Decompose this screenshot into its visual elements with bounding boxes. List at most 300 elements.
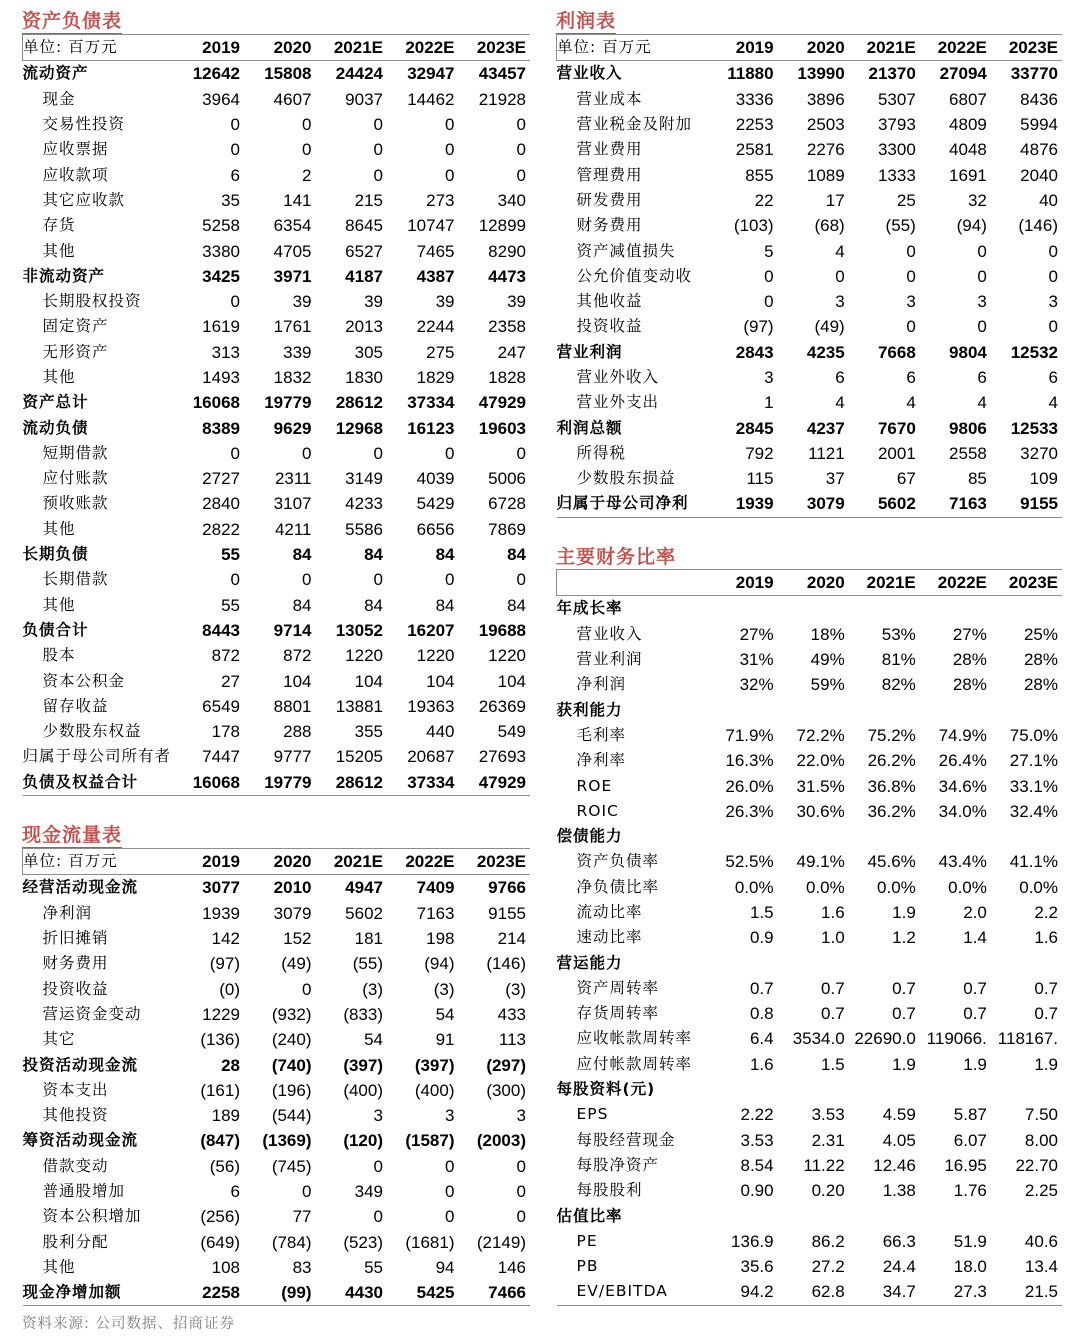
cell-value: 22690.0	[854, 1029, 916, 1049]
balance-sheet-panel	[22, 34, 530, 796]
table-row	[23, 951, 531, 976]
cell-value: 84	[364, 595, 383, 615]
cell-value: 1.5	[821, 1054, 845, 1074]
row-label: 少数股东权益	[42, 722, 142, 741]
year-header: 2019	[173, 849, 245, 875]
cell-value: 14462	[407, 89, 455, 109]
cell-value: 62.8	[778, 1279, 849, 1305]
cell-value: (146)	[486, 954, 526, 974]
cell-value: (932)	[271, 1004, 312, 1024]
cell-value: 35.6	[740, 1257, 774, 1277]
row-label: 净利润	[576, 675, 627, 694]
cell-value: 28612	[335, 393, 383, 413]
balance-sheet-table	[22, 34, 530, 796]
table-row	[557, 1026, 1063, 1051]
cell-value: 35	[221, 190, 240, 210]
cell-value: 214	[497, 929, 526, 949]
row-label: 流动负债	[22, 418, 89, 437]
cell-value: 54	[364, 1030, 383, 1050]
cell-value: 94.2	[707, 1279, 778, 1305]
table-row	[557, 466, 1063, 491]
cell-value: 7466	[459, 1280, 531, 1306]
table-row	[557, 390, 1063, 415]
cell-value: 275	[426, 342, 455, 362]
cell-value: 2358	[488, 317, 526, 337]
cell-value: 7.50	[1024, 1105, 1058, 1125]
cell-value: (740)	[271, 1055, 312, 1075]
cell-value: 84	[292, 595, 312, 615]
row-label: 非流动资产	[22, 266, 106, 285]
cell-value: 27	[221, 671, 240, 691]
cell-value: (97)	[743, 317, 774, 337]
cell-value: 1.6	[821, 903, 845, 922]
cell-value: 433	[497, 1004, 526, 1024]
cell-value: 0	[1048, 266, 1058, 286]
table-row	[23, 87, 531, 112]
cell-value: 0	[230, 443, 240, 463]
cell-value: 6	[977, 368, 987, 387]
cell-value: 85	[967, 469, 987, 489]
cell-value: 9806	[949, 418, 987, 438]
cell-value: 4048	[949, 140, 987, 160]
cell-value: 39	[364, 292, 383, 312]
cell-value: 3	[1048, 292, 1058, 312]
table-row	[23, 491, 531, 516]
cell-value: 7465	[416, 241, 455, 261]
source-footnote: 资料来源: 公司数据、招商证券	[22, 1316, 235, 1332]
cell-value: (1681)	[405, 1232, 455, 1252]
row-label: 净利率	[576, 751, 627, 770]
cell-value: 7163	[416, 903, 455, 923]
cell-value: (161)	[200, 1080, 240, 1100]
cell-value	[778, 697, 849, 722]
row-label: PE	[576, 1231, 598, 1250]
cell-value: 215	[354, 190, 383, 210]
cell-value: 22.70	[1015, 1155, 1058, 1175]
table-row	[23, 213, 531, 238]
cell-value: 9155	[488, 903, 526, 923]
cell-value: 1.38	[882, 1181, 916, 1201]
cell-value: 0.0%	[948, 877, 987, 897]
row-label: 归属于母公司所有者	[22, 747, 172, 766]
row-label: 其它	[42, 1030, 76, 1049]
cell-value: 32947	[407, 64, 455, 84]
cell-value: 31%	[739, 650, 774, 670]
cell-value: 26.3%	[725, 801, 774, 821]
cell-value: 2244	[416, 317, 455, 337]
cell-value: 13990	[797, 64, 845, 84]
table-row	[23, 976, 531, 1001]
cell-value: 1829	[416, 368, 455, 387]
year-header: 2021E	[849, 35, 920, 61]
cell-value: 0.7	[892, 1004, 916, 1024]
table-row	[557, 61, 1063, 87]
cell-value: 12642	[192, 64, 240, 84]
row-label: 固定资产	[42, 317, 109, 336]
cell-value: 8436	[1020, 89, 1058, 109]
cell-value: 1619	[202, 317, 240, 337]
table-row	[557, 697, 1063, 722]
cell-value: 4211	[274, 519, 312, 539]
cell-value	[707, 1077, 778, 1102]
cell-value: 67	[896, 469, 916, 489]
cell-value: 5006	[488, 469, 526, 489]
cell-value: 6354	[273, 216, 312, 236]
cell-value: 12533	[1010, 418, 1058, 438]
cell-value: 12899	[478, 216, 526, 236]
cell-value: 3964	[202, 89, 240, 109]
cell-value: 0	[764, 292, 774, 312]
cell-value: 34.6%	[938, 776, 987, 796]
cell-value: 0.0%	[805, 877, 845, 897]
cell-value: 0	[516, 140, 526, 160]
cell-value: 2001	[877, 443, 916, 463]
table-row	[23, 1229, 531, 1254]
table-row	[23, 1204, 531, 1229]
cell-value: 1.9	[892, 903, 916, 922]
row-label: 每股资料(元)	[556, 1080, 656, 1099]
cell-value: 21928	[478, 89, 526, 109]
cell-value: 22.0%	[796, 751, 845, 771]
cell-value	[778, 950, 849, 975]
cell-value: 2013	[345, 317, 383, 337]
cell-value: 32	[967, 190, 987, 210]
cell-value: (544)	[271, 1106, 312, 1126]
cell-value: 5994	[1020, 115, 1058, 135]
row-label: 财务费用	[576, 216, 643, 235]
cash-flow-panel	[22, 848, 530, 1306]
cell-value: 12.46	[873, 1155, 916, 1175]
cell-value: 28%	[952, 675, 987, 695]
row-label: 其他	[42, 519, 76, 538]
table-row	[557, 1077, 1063, 1102]
table-row	[23, 1128, 531, 1153]
cell-value: 10747	[407, 216, 455, 236]
cell-value: 6656	[416, 519, 455, 539]
cell-value: 3.53	[811, 1105, 845, 1125]
cell-value: (400)	[343, 1080, 383, 1100]
cell-value: 3107	[273, 494, 312, 514]
cell-value: 16068	[173, 770, 245, 796]
row-label: 资本公积金	[42, 671, 126, 690]
cell-value: 28%	[1023, 675, 1058, 695]
cell-value: 1939	[202, 903, 240, 923]
cell-value: 113	[498, 1030, 526, 1050]
cell-value: 22	[754, 190, 774, 210]
table-row	[23, 1002, 531, 1027]
cell-value: 4809	[949, 115, 987, 135]
cell-value: 34.0%	[938, 801, 987, 821]
cell-value: 0	[516, 115, 526, 135]
cell-value: 82%	[881, 675, 916, 695]
cell-value: 19363	[407, 696, 455, 716]
cell-value	[849, 824, 920, 849]
cell-value: 181	[354, 929, 383, 949]
cell-value: 0.0%	[734, 877, 774, 897]
cell-value	[991, 596, 1062, 622]
cell-value: 2558	[949, 443, 987, 463]
cell-value: 12968	[335, 418, 383, 438]
cell-value	[707, 824, 778, 849]
cash-flow-title: 现金流量表	[22, 820, 122, 848]
cell-value: (136)	[200, 1030, 240, 1050]
table-row	[557, 596, 1063, 622]
cell-value: 549	[497, 722, 526, 742]
cell-value: 3971	[273, 266, 312, 286]
cell-value: 3425	[202, 266, 240, 286]
cell-value: 13.4	[1024, 1257, 1058, 1277]
row-label: 资产总计	[22, 393, 89, 412]
cell-value: 5602	[849, 491, 920, 517]
cell-value: 8389	[202, 418, 240, 438]
row-label: 营业成本	[576, 89, 643, 108]
cell-value: 2822	[202, 519, 240, 539]
cell-value: (297)	[486, 1055, 526, 1075]
cell-value	[849, 1203, 920, 1228]
cell-value: 119066.	[926, 1029, 987, 1049]
table-row	[557, 773, 1063, 798]
row-label: 财务费用	[42, 954, 109, 973]
year-header: 2020	[244, 35, 316, 61]
row-label: 研发费用	[576, 190, 643, 209]
row-label: 资产减值损失	[576, 241, 676, 260]
cell-value: 55	[221, 545, 240, 565]
cell-value: 0	[445, 140, 455, 160]
cell-value: 54	[435, 1004, 455, 1024]
cell-value: (49)	[814, 317, 845, 337]
row-label: 资产负债率	[576, 852, 660, 871]
table-row	[557, 723, 1063, 748]
table-row	[23, 390, 531, 415]
row-label: 股本	[42, 646, 76, 665]
row-label: 应付帐款周转率	[576, 1054, 693, 1073]
cell-value: 27.2	[811, 1257, 845, 1277]
cell-value: 6	[1048, 368, 1058, 387]
cell-value: 109	[1029, 469, 1058, 489]
cell-value: 3270	[1020, 443, 1058, 463]
cell-value: 146	[497, 1257, 526, 1277]
cell-value: (300)	[486, 1080, 526, 1100]
table-row	[557, 748, 1063, 773]
cell-value: 27.3	[920, 1279, 991, 1305]
cell-value: 1832	[273, 368, 312, 387]
cell-value: 51.9	[953, 1231, 987, 1251]
table-row	[557, 238, 1063, 263]
cell-value: 15205	[335, 747, 383, 767]
row-label: 营业利润	[556, 342, 623, 361]
cell-value: 18%	[810, 624, 845, 644]
table-row	[23, 668, 531, 693]
cell-value: 0	[230, 570, 240, 590]
cell-value: (397)	[414, 1055, 455, 1075]
cell-value: 81%	[881, 650, 916, 670]
cell-value: 9804	[949, 342, 987, 362]
cell-value: 1089	[806, 165, 845, 185]
cell-value: 45.6%	[867, 852, 916, 872]
cell-value: 9777	[273, 747, 312, 767]
cell-value: 178	[211, 722, 240, 742]
cell-value: 19779	[264, 393, 312, 413]
cell-value: (3)	[433, 979, 455, 999]
row-label: 经营活动现金流	[22, 878, 139, 897]
table-row	[23, 694, 531, 719]
cell-value: (847)	[200, 1131, 240, 1151]
cell-value: 4	[977, 393, 987, 413]
cell-value: 8801	[273, 696, 312, 716]
year-header: 2022E	[920, 570, 991, 596]
cell-value: 7163	[920, 491, 991, 517]
cell-value: 9629	[273, 418, 312, 438]
cell-value: (784)	[271, 1232, 312, 1252]
cell-value: 72.2%	[796, 725, 845, 745]
cell-value: 1220	[416, 646, 455, 666]
cell-value: (68)	[814, 216, 845, 236]
cell-value: 7409	[416, 878, 455, 898]
table-row	[557, 799, 1063, 824]
cell-value: 6	[906, 368, 916, 387]
cell-value: (94)	[956, 216, 987, 236]
cell-value	[778, 596, 849, 622]
table-row	[23, 618, 531, 643]
cell-value: 0.7	[749, 978, 774, 998]
row-label: 资产周转率	[576, 978, 660, 997]
cell-value: 4233	[345, 494, 383, 514]
cell-value: 39	[435, 292, 455, 312]
cell-value: 43.4%	[938, 852, 987, 872]
cell-value: 28	[221, 1055, 240, 1075]
cell-value: 0	[764, 266, 774, 286]
table-row	[23, 1078, 531, 1103]
row-label: 流动比率	[576, 903, 643, 921]
cell-value: 6.4	[749, 1029, 774, 1049]
cell-value: 2311	[274, 469, 312, 489]
cell-value: 1830	[345, 368, 383, 387]
table-row	[557, 900, 1063, 925]
cell-value: 2503	[806, 115, 845, 135]
cell-value: 1220	[345, 646, 383, 666]
cell-value	[849, 950, 920, 975]
cell-value: 8443	[202, 620, 240, 640]
cell-value: 31.5%	[796, 776, 845, 796]
cell-value: 0	[516, 1182, 526, 1201]
row-label: ROE	[576, 776, 613, 795]
cell-value: 0	[445, 443, 455, 463]
cell-value: 0	[516, 570, 526, 590]
cell-value: 1691	[949, 165, 987, 185]
cell-value: 2727	[202, 469, 240, 489]
cell-value: 49.1%	[796, 852, 845, 872]
cell-value	[920, 950, 991, 975]
cell-value: 4	[835, 241, 845, 261]
cell-value: 855	[745, 165, 774, 185]
cell-value	[991, 697, 1062, 722]
table-row	[557, 441, 1063, 466]
cell-value: 0	[1048, 241, 1058, 261]
table-row	[557, 1178, 1063, 1203]
table-row	[557, 415, 1063, 440]
cell-value: 4473	[488, 266, 526, 286]
cell-value: 1.5	[749, 903, 774, 922]
cell-value: 141	[283, 190, 312, 210]
cell-value: 2.22	[740, 1105, 774, 1125]
cell-value: 0	[373, 1207, 383, 1227]
cell-value: 19688	[478, 620, 526, 640]
cell-value: 0	[977, 241, 987, 261]
cell-value: (833)	[343, 1004, 383, 1024]
cell-value: 0	[516, 1156, 526, 1176]
table-row	[23, 593, 531, 618]
cell-value: 0.0%	[1019, 877, 1058, 897]
table-row	[557, 1102, 1063, 1127]
cell-value: 0	[302, 1182, 312, 1201]
row-label: 速动比率	[576, 928, 643, 947]
table-row	[23, 517, 531, 542]
cell-value: 0	[445, 1156, 455, 1176]
cell-value: 2.0	[963, 903, 987, 922]
row-label: 营运能力	[556, 953, 623, 972]
cell-value: 1493	[202, 368, 240, 387]
cell-value: 1.6	[749, 1054, 774, 1074]
table-row	[23, 289, 531, 314]
cell-value: 77	[292, 1207, 312, 1227]
cell-value: 55	[221, 595, 240, 615]
cell-value: 4947	[345, 878, 383, 898]
cell-value: 872	[283, 646, 312, 666]
table-row	[557, 87, 1063, 112]
cell-value: 24424	[335, 64, 383, 84]
cell-value: 3336	[735, 89, 774, 109]
cell-value: 1229	[202, 1004, 240, 1024]
cell-value: 0	[373, 1156, 383, 1176]
table-row	[557, 1203, 1063, 1228]
row-label: 筹资活动现金流	[22, 1131, 139, 1150]
cell-value: 4237	[806, 418, 845, 438]
year-header: 2023E	[991, 570, 1062, 596]
cell-value: 0	[302, 443, 312, 463]
cell-value: 27%	[952, 624, 987, 644]
table-row	[23, 238, 531, 263]
cell-value: 4	[1048, 393, 1058, 413]
cell-value: (256)	[200, 1207, 240, 1227]
cell-value: 1.2	[892, 928, 916, 948]
cell-value: 16.3%	[725, 751, 774, 771]
cell-value: 1939	[707, 491, 778, 517]
cell-value: 4	[906, 393, 916, 413]
year-header: 2020	[778, 570, 849, 596]
row-label: EV/EBITDA	[557, 1279, 707, 1305]
cell-value: 273	[426, 190, 455, 210]
year-header: 2019	[173, 35, 245, 61]
cell-value: 108	[211, 1257, 240, 1277]
cell-value: (3)	[362, 979, 383, 999]
row-label: 营业利润	[576, 650, 643, 669]
cell-value: 189	[211, 1106, 240, 1126]
cell-value: 0	[906, 266, 916, 286]
table-row	[23, 340, 531, 365]
row-label: 少数股东损益	[576, 469, 676, 488]
cell-value: 2.2	[1034, 903, 1058, 922]
row-label: 存货周转率	[576, 1004, 660, 1023]
cell-value: 75.0%	[1009, 725, 1058, 745]
cell-value: 2.25	[1024, 1181, 1058, 1201]
cell-value: 4.59	[882, 1105, 916, 1125]
cell-value: 5258	[202, 216, 240, 236]
cell-value: 4	[835, 393, 845, 413]
cell-value	[991, 824, 1062, 849]
cell-value: (3)	[505, 979, 526, 999]
table-row	[23, 137, 531, 162]
cell-value: 9155	[991, 491, 1062, 517]
